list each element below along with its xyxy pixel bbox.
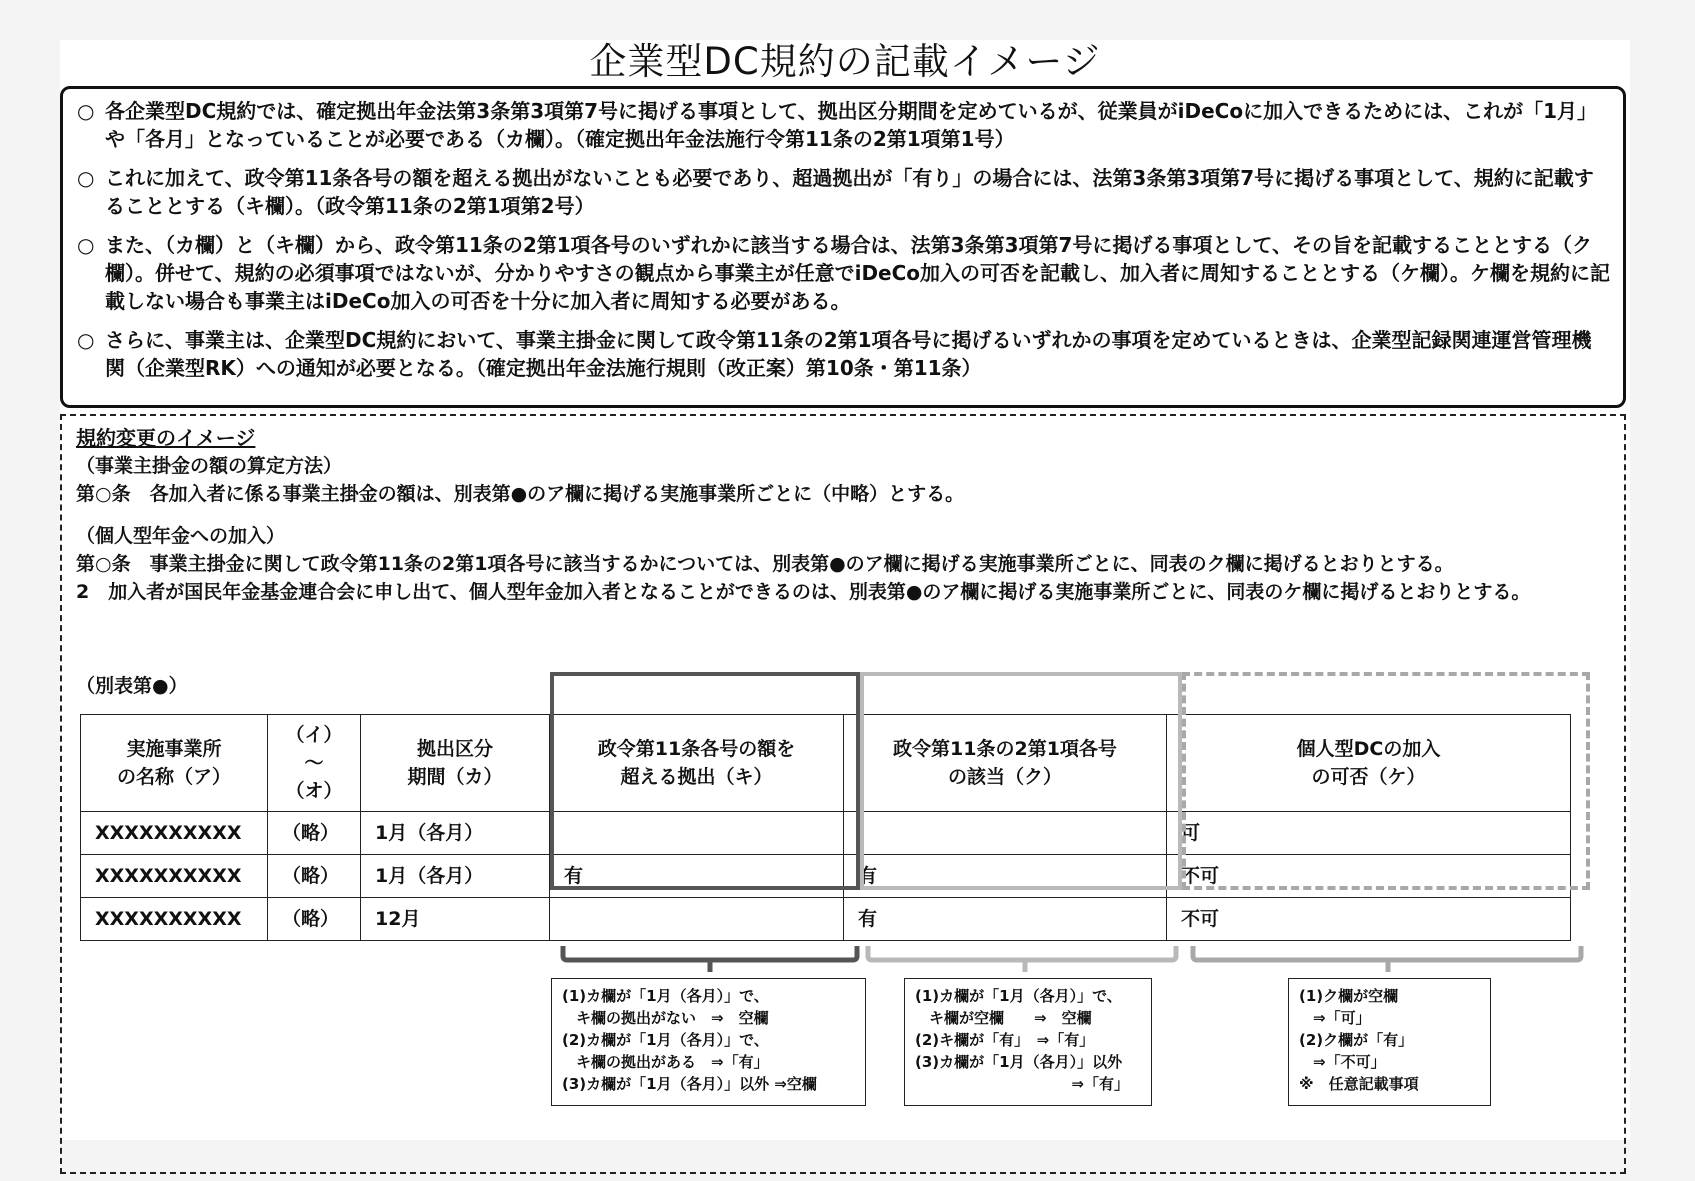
- article-contribution-text: 第○条 各加入者に係る事業主掛金の額は、別表第●のア欄に掲げる実施事業所ごとに（中略）とする。: [76, 483, 965, 505]
- cell-omitted: （略）: [268, 898, 361, 941]
- bullet-icon: ○: [77, 233, 95, 257]
- cell-applicability: 有: [844, 898, 1167, 941]
- cell-applicability: 有: [844, 855, 1167, 898]
- cell-period: 1月（各月）: [361, 812, 550, 855]
- header-i-o: （イ） ～ （オ）: [268, 715, 361, 812]
- cell-office: XXXXXXXXXX: [81, 855, 268, 898]
- note-text: さらに、事業主は、企業型DC規約において、事業主掛金に関して政令第11条の2第1項各号に掲げるいずれかの事項を定めているときは、企業型記録関連運営管理機関（企業型RK）への通知が必要となる。（確定拠出年金法施行規則（改正案）第10条・第11条）: [105, 328, 1592, 380]
- cell-eligibility: 可: [1167, 812, 1571, 855]
- header-office-name: 実施事業所 の名称（ア）: [81, 715, 268, 812]
- article-ideco-para-2: 2 加入者が国民年金基金連合会に申し出て、個人型年金加入者となることができるのは、別表第●のア欄に掲げる実施事業所ごとに、同表のケ欄に掲げるとおりとする。: [76, 581, 1531, 603]
- header-excess-contribution: 政令第11条各号の額を 超える拠出（キ）: [550, 715, 844, 812]
- cell-eligibility: 不可: [1167, 855, 1571, 898]
- cell-eligibility: 不可: [1167, 898, 1571, 941]
- header-applicability: 政令第11条の2第1項各号 の該当（ク）: [844, 715, 1167, 812]
- bracket-ke: [1193, 946, 1581, 972]
- note-text: また、（カ欄）と（キ欄）から、政令第11条の2第1項各号のいずれかに該当する場合は、法第3条第3項第7号に掲げる事項として、その旨を記載することとする（ク欄）。併せて、規約の必須事項ではないが、分かりやすさの観点から事業主が任意でiDeCo加入の可否を記載し、加入者に周知することとする（ケ欄）。ケ欄を規約に記載しない場合も事業主はiDeCo加入の可否を十分に加入者に周知する必要がある。: [105, 233, 1611, 313]
- bracket-k: [563, 946, 857, 972]
- bullet-icon: ○: [77, 328, 95, 352]
- cell-omitted: （略）: [268, 855, 361, 898]
- legend-k-rules: (1)カ欄が「1月（各月）」で、 キ欄の拠出がない ⇒ 空欄 (2)カ欄が「1月（各月）」で、 キ欄の拠出がある ⇒「有」 (3)カ欄が「1月（各月）」以外 ⇒空欄: [551, 978, 866, 1106]
- bullet-icon: ○: [77, 99, 95, 123]
- article-ideco-text: 第○条 事業主掛金に関して政令第11条の2第1項各号に該当するかについては、別表第●のア欄に掲げる実施事業所ごとに、同表のク欄に掲げるとおりとする。: [76, 553, 1454, 575]
- bullet-icon: ○: [77, 166, 95, 190]
- cell-excess: 有: [550, 855, 844, 898]
- legend-ke-rules: (1)ク欄が空欄 ⇒「可」 (2)ク欄が「有」 ⇒「不可」 ※ 任意記載事項: [1288, 978, 1491, 1106]
- bracket-q: [868, 946, 1176, 972]
- page-title: 企業型DC規約の記載イメージ: [589, 40, 1101, 83]
- cell-office: XXXXXXXXXX: [81, 812, 268, 855]
- legend-q-rules: (1)カ欄が「1月（各月）」で、 キ欄が空欄 ⇒ 空欄 (2)キ欄が「有」 ⇒「有」 (3)カ欄が「1月（各月）」以外 ⇒「有」: [904, 978, 1152, 1106]
- note-text: 各企業型DC規約では、確定拠出年金法第3条第3項第7号に掲げる事項として、拠出区分期間を定めているが、従業員がiDeCoに加入できるためには、これが「1月」や「各月」となっていることが必要である（カ欄）。（確定拠出年金法施行令第11条の2第1項第1号）: [105, 99, 1597, 151]
- article-heading-contribution: （事業主掛金の額の算定方法）: [76, 455, 343, 477]
- note-text: これに加えて、政令第11条各号の額を超える拠出がないことも必要であり、超過拠出が「有り」の場合には、法第3条第3項第7号に掲げる事項として、規約に記載することとする（キ欄）。（政令第11条の2第1項第2号）: [105, 166, 1594, 218]
- cell-office: XXXXXXXXXX: [81, 898, 268, 941]
- cell-period: 12月: [361, 898, 550, 941]
- section-title: 規約変更のイメージ: [76, 426, 256, 450]
- article-heading-ideco: （個人型年金への加入）: [76, 525, 286, 547]
- cell-omitted: （略）: [268, 812, 361, 855]
- cell-period: 1月（各月）: [361, 855, 550, 898]
- header-period: 拠出区分 期間（カ）: [361, 715, 550, 812]
- annex-label: （別表第●）: [76, 675, 188, 697]
- header-ideco-eligibility: 個人型DCの加入 の可否（ケ）: [1167, 715, 1571, 812]
